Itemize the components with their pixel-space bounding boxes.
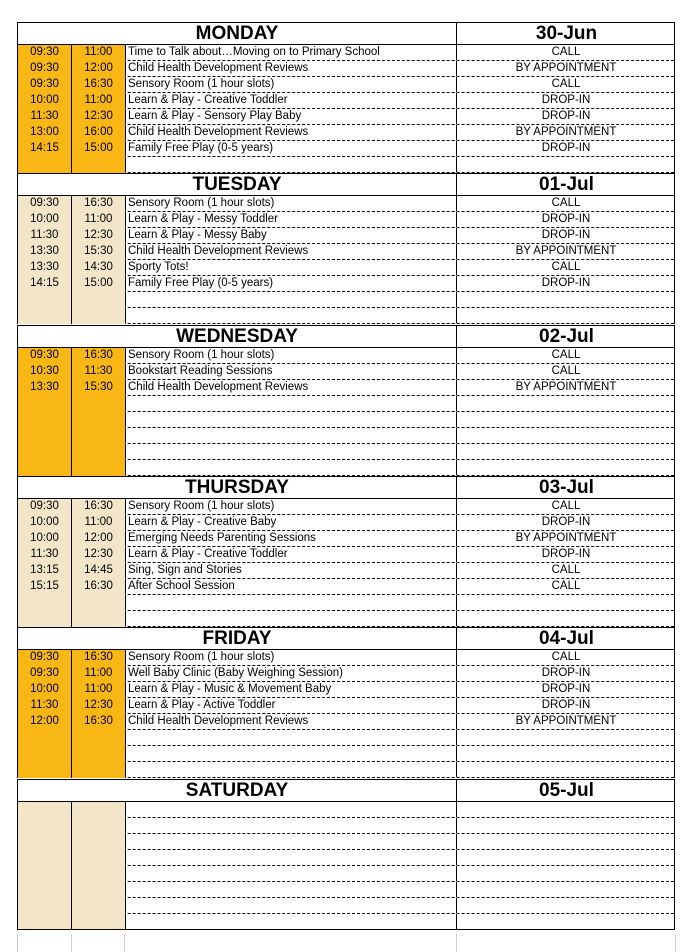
start-time bbox=[18, 292, 71, 308]
start-time: 14:15 bbox=[18, 276, 71, 292]
end-time bbox=[71, 882, 125, 898]
end-time: 11:00 bbox=[71, 666, 125, 682]
start-time: 11:30 bbox=[18, 698, 71, 714]
booking-type: CALL bbox=[456, 364, 675, 379]
end-time: 12:30 bbox=[71, 698, 125, 714]
session-row bbox=[18, 746, 674, 762]
booking-type bbox=[456, 746, 675, 761]
session-row bbox=[18, 396, 674, 412]
booking-type bbox=[456, 762, 675, 777]
start-time: 09:30 bbox=[18, 45, 71, 61]
session-row bbox=[18, 244, 674, 260]
session-row bbox=[18, 818, 674, 834]
session-list bbox=[18, 45, 674, 173]
activity-name: Sensory Room (1 hour slots) bbox=[125, 196, 456, 211]
booking-type bbox=[456, 802, 675, 817]
booking-type bbox=[456, 396, 675, 411]
booking-type bbox=[456, 460, 675, 475]
start-time bbox=[18, 730, 71, 746]
day-header bbox=[18, 477, 674, 499]
start-time: 11:30 bbox=[18, 547, 71, 563]
day-block-monday bbox=[17, 22, 675, 173]
activity-name bbox=[125, 802, 456, 817]
start-time: 09:30 bbox=[18, 61, 71, 77]
day-name: SATURDAY bbox=[185, 780, 289, 801]
session-row bbox=[18, 93, 674, 109]
gridline-stub bbox=[17, 934, 18, 952]
booking-type bbox=[456, 730, 675, 745]
activity-name: Sporty Tots! bbox=[125, 260, 456, 275]
activity-name: Child Health Development Reviews bbox=[125, 714, 456, 729]
activity-name: Learn & Play - Messy Toddler bbox=[125, 212, 456, 227]
booking-type: DROP-IN bbox=[456, 212, 675, 227]
day-header bbox=[18, 780, 674, 802]
session-row bbox=[18, 308, 674, 324]
start-time bbox=[18, 611, 71, 627]
start-time: 13:00 bbox=[18, 125, 71, 141]
end-time: 12:00 bbox=[71, 531, 125, 547]
activity-name bbox=[125, 866, 456, 881]
activity-name bbox=[125, 157, 456, 172]
start-time bbox=[18, 157, 71, 173]
booking-type: DROP-IN bbox=[456, 547, 675, 562]
start-time: 10:00 bbox=[18, 531, 71, 547]
activity-name: Family Free Play (0-5 years) bbox=[125, 141, 456, 156]
gridline-stub bbox=[124, 934, 125, 952]
activity-name bbox=[125, 460, 456, 475]
day-name: THURSDAY bbox=[185, 477, 289, 498]
day-date: 05-Jul bbox=[456, 780, 676, 801]
activity-name: Learn & Play - Sensory Play Baby bbox=[125, 109, 456, 124]
day-block-tuesday bbox=[17, 173, 675, 324]
start-time bbox=[18, 428, 71, 444]
session-row bbox=[18, 45, 674, 61]
activity-name bbox=[125, 595, 456, 610]
end-time bbox=[71, 914, 125, 930]
end-time: 16:30 bbox=[71, 348, 125, 364]
end-time bbox=[71, 157, 125, 173]
booking-type bbox=[456, 914, 675, 929]
booking-type: CALL bbox=[456, 650, 675, 665]
day-header bbox=[18, 628, 674, 650]
end-time: 16:30 bbox=[71, 714, 125, 730]
booking-type bbox=[456, 818, 675, 833]
booking-type bbox=[456, 595, 675, 610]
day-block-friday bbox=[17, 627, 675, 778]
session-row bbox=[18, 714, 674, 730]
end-time: 11:00 bbox=[71, 93, 125, 109]
end-time: 16:00 bbox=[71, 125, 125, 141]
activity-name: Well Baby Clinic (Baby Weighing Session) bbox=[125, 666, 456, 681]
day-header bbox=[18, 326, 674, 348]
activity-name bbox=[125, 914, 456, 929]
booking-type bbox=[456, 428, 675, 443]
booking-type: CALL bbox=[456, 348, 675, 363]
session-row bbox=[18, 412, 674, 428]
booking-type: BY APPOINTMENT bbox=[456, 380, 675, 395]
activity-name: Learn & Play - Active Toddler bbox=[125, 698, 456, 713]
session-row bbox=[18, 866, 674, 882]
booking-type: DROP-IN bbox=[456, 141, 675, 156]
start-time: 15:15 bbox=[18, 579, 71, 595]
session-row bbox=[18, 109, 674, 125]
end-time: 11:00 bbox=[71, 212, 125, 228]
day-header bbox=[18, 174, 674, 196]
end-time: 12:30 bbox=[71, 109, 125, 125]
start-time: 12:00 bbox=[18, 714, 71, 730]
end-time: 16:30 bbox=[71, 650, 125, 666]
booking-type bbox=[456, 866, 675, 881]
end-time: 16:30 bbox=[71, 579, 125, 595]
session-row bbox=[18, 348, 674, 364]
booking-type: DROP-IN bbox=[456, 228, 675, 243]
session-row bbox=[18, 666, 674, 682]
session-row bbox=[18, 276, 674, 292]
booking-type bbox=[456, 444, 675, 459]
session-row bbox=[18, 260, 674, 276]
start-time: 09:30 bbox=[18, 77, 71, 93]
session-row bbox=[18, 682, 674, 698]
start-time: 09:30 bbox=[18, 196, 71, 212]
end-time: 15:00 bbox=[71, 276, 125, 292]
booking-type: BY APPOINTMENT bbox=[456, 125, 675, 140]
booking-type: DROP-IN bbox=[456, 666, 675, 681]
start-time bbox=[18, 460, 71, 476]
booking-type bbox=[456, 898, 675, 913]
start-time: 13:15 bbox=[18, 563, 71, 579]
gridline-stub bbox=[675, 934, 676, 952]
start-time bbox=[18, 914, 71, 930]
booking-type bbox=[456, 834, 675, 849]
end-time bbox=[71, 850, 125, 866]
start-time bbox=[18, 802, 71, 818]
day-date: 02-Jul bbox=[456, 326, 676, 347]
end-time bbox=[71, 428, 125, 444]
session-list bbox=[18, 348, 674, 476]
session-list bbox=[18, 650, 674, 778]
activity-name: Child Health Development Reviews bbox=[125, 125, 456, 140]
session-row bbox=[18, 914, 674, 930]
end-time: 12:30 bbox=[71, 547, 125, 563]
end-time bbox=[71, 595, 125, 611]
start-time bbox=[18, 882, 71, 898]
end-time: 16:30 bbox=[71, 77, 125, 93]
start-time: 13:30 bbox=[18, 380, 71, 396]
activity-name: Child Health Development Reviews bbox=[125, 61, 456, 76]
start-time: 11:30 bbox=[18, 228, 71, 244]
end-time: 11:00 bbox=[71, 515, 125, 531]
session-row bbox=[18, 834, 674, 850]
end-time bbox=[71, 866, 125, 882]
activity-name: Sensory Room (1 hour slots) bbox=[125, 348, 456, 363]
activity-name: Sensory Room (1 hour slots) bbox=[125, 77, 456, 92]
booking-type bbox=[456, 611, 675, 626]
activity-name: Bookstart Reading Sessions bbox=[125, 364, 456, 379]
activity-name bbox=[125, 428, 456, 443]
end-time bbox=[71, 396, 125, 412]
session-row bbox=[18, 762, 674, 778]
session-row bbox=[18, 499, 674, 515]
day-block-wednesday bbox=[17, 325, 675, 476]
booking-type: DROP-IN bbox=[456, 515, 675, 530]
end-time bbox=[71, 730, 125, 746]
end-time bbox=[71, 412, 125, 428]
activity-name: Child Health Development Reviews bbox=[125, 244, 456, 259]
session-row bbox=[18, 650, 674, 666]
activity-name: Sing, Sign and Stories bbox=[125, 563, 456, 578]
booking-type bbox=[456, 308, 675, 323]
end-time bbox=[71, 898, 125, 914]
session-list bbox=[18, 802, 674, 930]
activity-name: Learn & Play - Creative Toddler bbox=[125, 547, 456, 562]
booking-type: BY APPOINTMENT bbox=[456, 244, 675, 259]
start-time bbox=[18, 396, 71, 412]
session-row bbox=[18, 61, 674, 77]
start-time: 10:30 bbox=[18, 364, 71, 380]
booking-type: CALL bbox=[456, 77, 675, 92]
end-time: 12:30 bbox=[71, 228, 125, 244]
end-time: 11:00 bbox=[71, 682, 125, 698]
start-time: 13:30 bbox=[18, 260, 71, 276]
end-time bbox=[71, 818, 125, 834]
booking-type: CALL bbox=[456, 45, 675, 60]
start-time: 10:00 bbox=[18, 682, 71, 698]
start-time: 09:30 bbox=[18, 499, 71, 515]
start-time bbox=[18, 746, 71, 762]
booking-type: DROP-IN bbox=[456, 276, 675, 291]
activity-name: Sensory Room (1 hour slots) bbox=[125, 499, 456, 514]
start-time: 09:30 bbox=[18, 348, 71, 364]
session-row bbox=[18, 611, 674, 627]
day-block-saturday bbox=[17, 779, 675, 930]
day-block-thursday bbox=[17, 476, 675, 627]
end-time: 14:30 bbox=[71, 260, 125, 276]
day-name: MONDAY bbox=[195, 23, 279, 44]
end-time: 15:30 bbox=[71, 380, 125, 396]
end-time: 16:30 bbox=[71, 499, 125, 515]
booking-type: CALL bbox=[456, 196, 675, 211]
end-time bbox=[71, 746, 125, 762]
start-time bbox=[18, 866, 71, 882]
session-row bbox=[18, 882, 674, 898]
end-time bbox=[71, 762, 125, 778]
activity-name bbox=[125, 834, 456, 849]
booking-type bbox=[456, 157, 675, 172]
start-time bbox=[18, 898, 71, 914]
activity-name: Family Free Play (0-5 years) bbox=[125, 276, 456, 291]
start-time bbox=[18, 412, 71, 428]
session-row bbox=[18, 460, 674, 476]
end-time bbox=[71, 834, 125, 850]
end-time bbox=[71, 611, 125, 627]
session-list bbox=[18, 499, 674, 627]
session-row bbox=[18, 547, 674, 563]
booking-type: BY APPOINTMENT bbox=[456, 531, 675, 546]
activity-name: Learn & Play - Creative Toddler bbox=[125, 93, 456, 108]
session-row bbox=[18, 196, 674, 212]
start-time bbox=[18, 834, 71, 850]
booking-type: CALL bbox=[456, 579, 675, 594]
start-time: 10:00 bbox=[18, 212, 71, 228]
session-row bbox=[18, 595, 674, 611]
session-row bbox=[18, 515, 674, 531]
booking-type bbox=[456, 412, 675, 427]
booking-type bbox=[456, 292, 675, 307]
session-row bbox=[18, 212, 674, 228]
end-time: 11:30 bbox=[71, 364, 125, 380]
end-time bbox=[71, 292, 125, 308]
activity-name: Emerging Needs Parenting Sessions bbox=[125, 531, 456, 546]
day-date: 04-Jul bbox=[456, 628, 676, 649]
booking-type bbox=[456, 850, 675, 865]
end-time: 15:00 bbox=[71, 141, 125, 157]
activity-name bbox=[125, 292, 456, 307]
start-time bbox=[18, 762, 71, 778]
day-date: 03-Jul bbox=[456, 477, 676, 498]
end-time: 11:00 bbox=[71, 45, 125, 61]
end-time bbox=[71, 460, 125, 476]
booking-type: DROP-IN bbox=[456, 93, 675, 108]
session-row bbox=[18, 563, 674, 579]
activity-name bbox=[125, 611, 456, 626]
gridline-stub bbox=[71, 934, 72, 952]
day-name: WEDNESDAY bbox=[176, 326, 298, 347]
activity-name bbox=[125, 308, 456, 323]
activity-name bbox=[125, 730, 456, 745]
session-row bbox=[18, 698, 674, 714]
end-time bbox=[71, 308, 125, 324]
session-row bbox=[18, 364, 674, 380]
booking-type: BY APPOINTMENT bbox=[456, 61, 675, 76]
session-row bbox=[18, 898, 674, 914]
gridline-stub bbox=[456, 934, 457, 952]
activity-name: After School Session bbox=[125, 579, 456, 594]
start-time bbox=[18, 444, 71, 460]
activity-name: Time to Talk about…Moving on to Primary School bbox=[125, 45, 456, 60]
session-row bbox=[18, 579, 674, 595]
activity-name bbox=[125, 762, 456, 777]
booking-type: CALL bbox=[456, 563, 675, 578]
booking-type: CALL bbox=[456, 260, 675, 275]
booking-type: DROP-IN bbox=[456, 698, 675, 713]
table-bottom-border bbox=[17, 929, 675, 930]
end-time: 16:30 bbox=[71, 196, 125, 212]
session-row bbox=[18, 157, 674, 173]
start-time: 10:00 bbox=[18, 93, 71, 109]
activity-name bbox=[125, 444, 456, 459]
start-time: 10:00 bbox=[18, 515, 71, 531]
session-row bbox=[18, 730, 674, 746]
session-row bbox=[18, 141, 674, 157]
start-time bbox=[18, 850, 71, 866]
activity-name bbox=[125, 850, 456, 865]
start-time bbox=[18, 818, 71, 834]
activity-name bbox=[125, 396, 456, 411]
session-row bbox=[18, 850, 674, 866]
activity-name: Learn & Play - Creative Baby bbox=[125, 515, 456, 530]
start-time: 09:30 bbox=[18, 650, 71, 666]
start-time: 09:30 bbox=[18, 666, 71, 682]
activity-name: Learn & Play - Music & Movement Baby bbox=[125, 682, 456, 697]
start-time: 13:30 bbox=[18, 244, 71, 260]
session-row bbox=[18, 292, 674, 308]
booking-type: DROP-IN bbox=[456, 682, 675, 697]
booking-type: DROP-IN bbox=[456, 109, 675, 124]
booking-type bbox=[456, 882, 675, 897]
start-time bbox=[18, 595, 71, 611]
activity-name bbox=[125, 882, 456, 897]
day-date: 30-Jun bbox=[456, 23, 676, 44]
end-time: 15:30 bbox=[71, 244, 125, 260]
activity-name bbox=[125, 412, 456, 427]
start-time: 14:15 bbox=[18, 141, 71, 157]
session-row bbox=[18, 380, 674, 396]
session-row bbox=[18, 531, 674, 547]
session-row bbox=[18, 228, 674, 244]
activity-name: Learn & Play - Messy Baby bbox=[125, 228, 456, 243]
session-row bbox=[18, 125, 674, 141]
activity-name: Sensory Room (1 hour slots) bbox=[125, 650, 456, 665]
start-time bbox=[18, 308, 71, 324]
end-time bbox=[71, 444, 125, 460]
activity-name bbox=[125, 898, 456, 913]
day-name: TUESDAY bbox=[192, 174, 282, 195]
day-date: 01-Jul bbox=[456, 174, 676, 195]
end-time: 12:00 bbox=[71, 61, 125, 77]
session-row bbox=[18, 77, 674, 93]
session-row bbox=[18, 428, 674, 444]
session-row bbox=[18, 802, 674, 818]
day-header bbox=[18, 23, 674, 45]
session-row bbox=[18, 444, 674, 460]
booking-type: CALL bbox=[456, 499, 675, 514]
activity-name bbox=[125, 746, 456, 761]
booking-type: BY APPOINTMENT bbox=[456, 714, 675, 729]
session-list bbox=[18, 196, 674, 324]
activity-name: Child Health Development Reviews bbox=[125, 380, 456, 395]
activity-name bbox=[125, 818, 456, 833]
day-name: FRIDAY bbox=[202, 628, 272, 649]
end-time bbox=[71, 802, 125, 818]
end-time: 14:45 bbox=[71, 563, 125, 579]
start-time: 11:30 bbox=[18, 109, 71, 125]
